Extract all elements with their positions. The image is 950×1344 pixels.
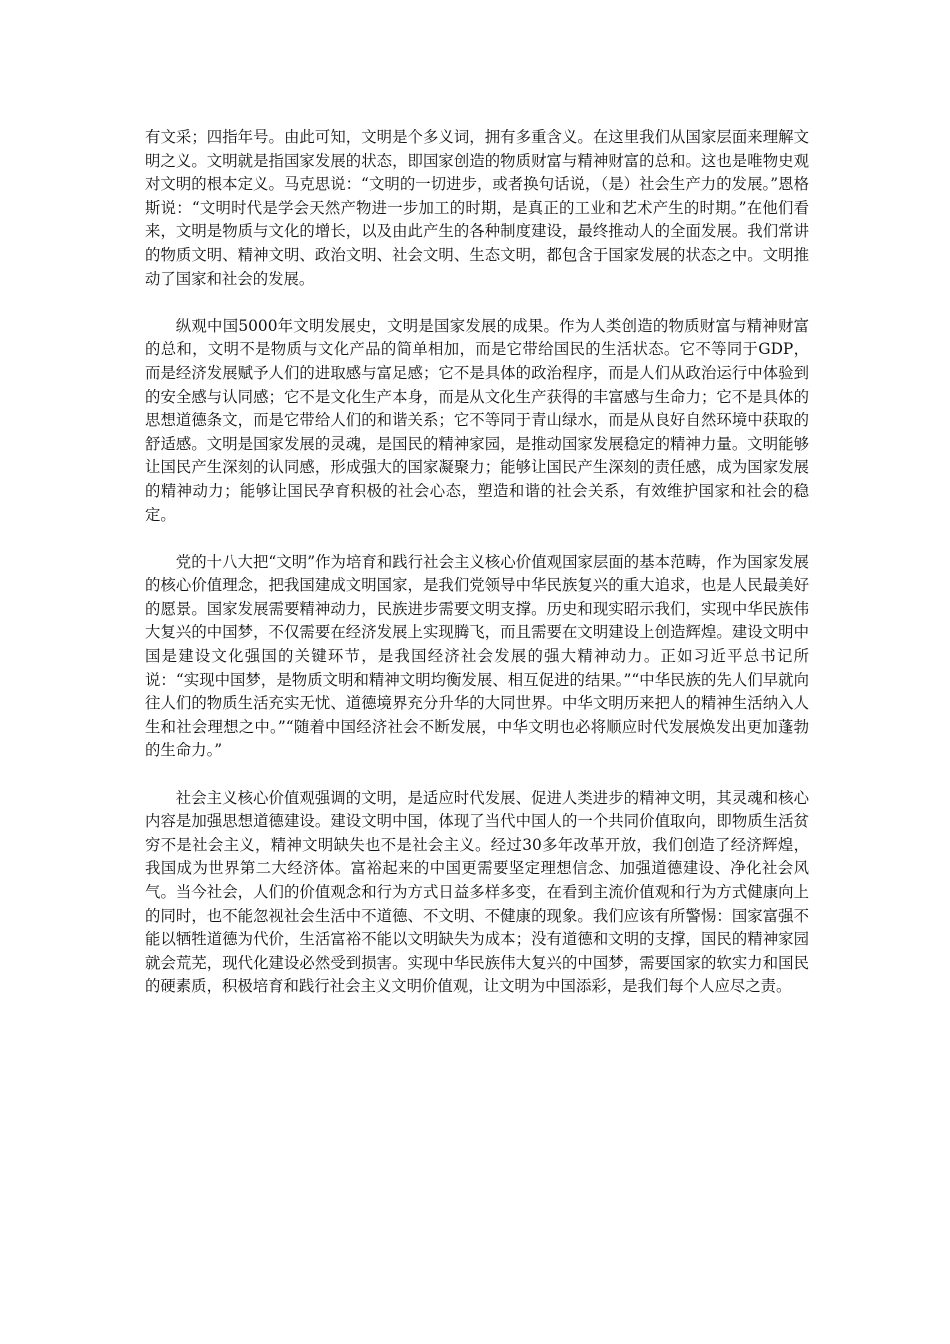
paragraph-2: 纵观中国5000年文明发展史，文明是国家发展的成果。作为人类创造的物质财富与精神财富的总和，文明不是物质与文化产品的简单相加，而是它带给国民的生活状态。它不等同于GDP，而是经济发展赋予人们的进取感与富足感；它不是具体的政治程序，而是人们从政治运行中体验到的安全感与认同感；它不是文化生产本身，而是从文化生产获得的丰富感与生命力；它不是具体的思想道德条文，而是它带给人们的和谐关系；它不等同于青山绿水，而是从良好自然环境中获取的舒适感。文明是国家发展的灵魂，是国民的精神家园，是推动国家发展稳定的精神力量。文明能够让国民产生深刻的认同感，形成强大的国家凝聚力；能够让国民产生深刻的责任感，成为国家发展的精神动力；能够让国民孕育积极的社会心态，塑造和谐的社会关系，有效维护国家和社会的稳定。 (145, 316, 809, 524)
paragraph-3: 党的十八大把“文明”作为培育和践行社会主义核心价值观国家层面的基本范畴，作为国家发展的核心价值理念，把我国建成文明国家，是我们党领导中华民族复兴的重大追求，也是人民最美好的愿景。国家发展需要精神动力，民族进步需要文明支撑。历史和现实昭示我们，实现中华民族伟大复兴的中国梦，不仅需要在经济发展上实现腾飞，而且需要在文明建设上创造辉煌。建设文明中国是建设文化强国的关键环节，是我国经济社会发展的强大精神动力。正如习近平总书记所说：“实现中国梦，是物质文明和精神文明均衡发展、相互促进的结果。”“中华民族的先人们早就向往人们的物质生活充实无忧、道德境界充分升华的大同世界。中华文明历来把人的精神生活纳入人生和社会理想之中。”“随着中国经济社会不断发展，中华文明也必将顺应时代发展焕发出更加蓬勃的生命力。” (145, 552, 809, 760)
paragraph-4: 社会主义核心价值观强调的文明，是适应时代发展、促进人类进步的精神文明，其灵魂和核心内容是加强思想道德建设。建设文明中国，体现了当代中国人的一个共同价值取向，即物质生活贫穷不是社会主义，精神文明缺失也不是社会主义。经过30多年改革开放，我们创造了经济辉煌，我国成为世界第二大经济体。富裕起来的中国更需要坚定理想信念、加强道德建设、净化社会风气。当今社会，人们的价值观念和行为方式日益多样多变，在看到主流价值观和行为方式健康向上的同时，也不能忽视社会生活中不道德、不文明、不健康的现象。我们应该有所警惕：国家富强不能以牺牲道德为代价，生活富裕不能以文明缺失为成本；没有道德和文明的支撑，国民的精神家园就会荒芜，现代化建设必然受到损害。实现中华民族伟大复兴的中国梦，需要国家的软实力和国民的硬素质，积极培育和践行社会主义文明价值观，让文明为中国添彩，是我们每个人应尽之责。 (145, 788, 809, 996)
document-body (145, 126, 809, 999)
paragraph-1: 有文采；四指年号。由此可知，文明是个多义词，拥有多重含义。在这里我们从国家层面来理解文明之义。文明就是指国家发展的状态，即国家创造的物质财富与精神财富的总和。这也是唯物史观对文明的根本定义。马克思说：“文明的一切进步，或者换句话说，（是）社会生产力的发展。”恩格斯说：“文明时代是学会天然产物进一步加工的时期，是真正的工业和艺术产生的时期。”在他们看来，文明是物质与文化的增长，以及由此产生的各种制度建设，最终推动人的全面发展。我们常讲的物质文明、精神文明、政治文明、社会文明、生态文明，都包含于国家发展的状态之中。文明推动了国家和社会的发展。 (145, 128, 809, 288)
